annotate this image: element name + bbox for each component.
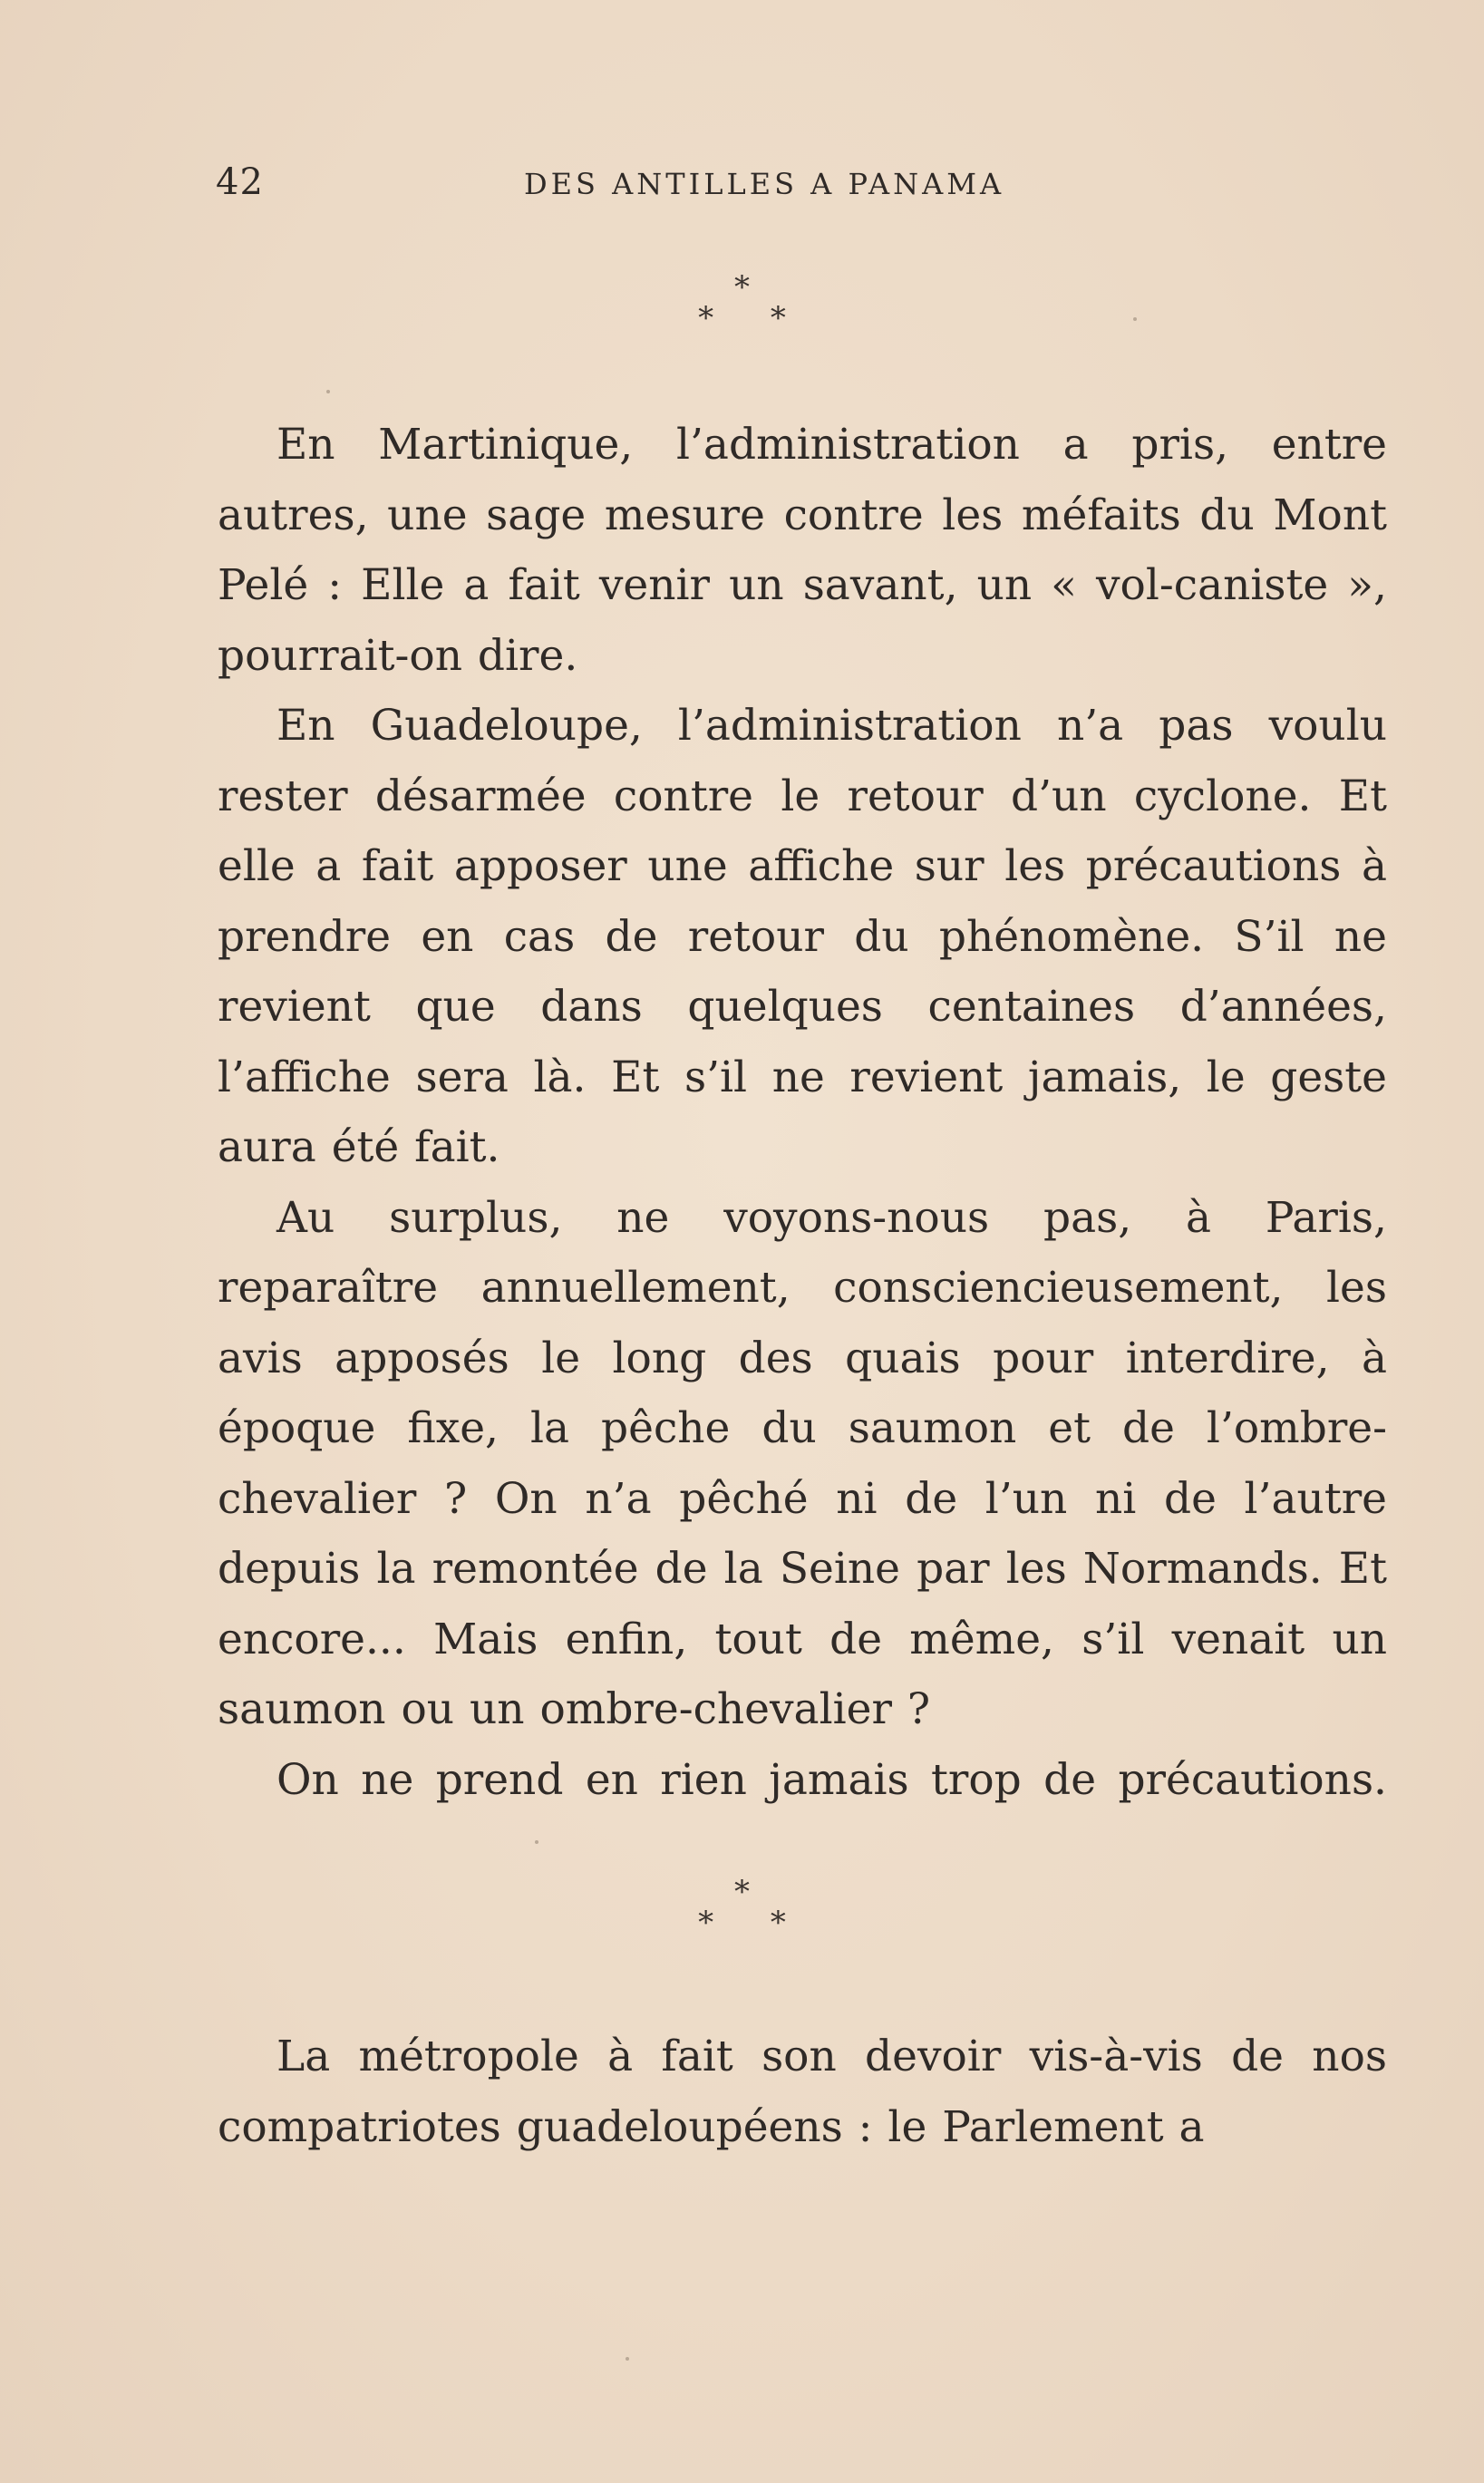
asterism-bottom: * * [698, 300, 810, 336]
section-separator [0, 1874, 1484, 1941]
section-2-text [218, 2022, 1387, 2162]
paper-speck [1133, 317, 1137, 321]
running-title: DES ANTILLES A PANAMA [524, 167, 1005, 201]
paper-speck [326, 390, 330, 393]
section-separator [0, 269, 1484, 336]
asterism-bottom: * * [698, 1905, 810, 1941]
paper-speck [535, 1840, 538, 1844]
paragraph: Au surplus, ne voyons-nous pas, à Paris, reparaître annuellement, consciencieusement, les avis apposés le long des quais pour interdire, à époque fixe, la pêche du saumon et de l’ombre-chevalier ? On n’a pêché ni de l’un ni de l’autre depuis la remontée de la Seine par les Normands. Et encore... Mais enfin, tout de même, s’il venait un saumon ou un ombre-chevalier ? [218, 1192, 1387, 1734]
section-1-text [218, 410, 1387, 1815]
asterism-top: * [734, 1874, 750, 1910]
paragraph: En Guadeloupe, l’administration n’a pas voulu rester désarmée contre le retour d’un cyclone. Et elle a fait apposer une affiche sur les précautions à prendre en cas de retour du phénomène. S’il ne revient que dans quelques centaines d’années, l’affiche sera là. Et s’il ne revient jamais, le geste aura été fait. [218, 701, 1387, 1172]
running-head [216, 161, 1385, 216]
page-number: 42 [216, 161, 264, 203]
paragraph: En Martinique, l’administration a pris, entre autres, une sage mesure contre les méfaits du Mont Pelé : Elle a fait venir un savant, un « vol-caniste », pourrait-on dire. [218, 420, 1387, 681]
paragraph: On ne prend en rien jamais trop de précautions. [276, 1754, 1387, 1805]
asterism-top: * [734, 269, 750, 306]
paragraph: La métropole à fait son devoir vis-à-vis de nos compatriotes guadeloupéens : le Parlement a [218, 2032, 1387, 2152]
paper-speck [626, 2357, 629, 2361]
